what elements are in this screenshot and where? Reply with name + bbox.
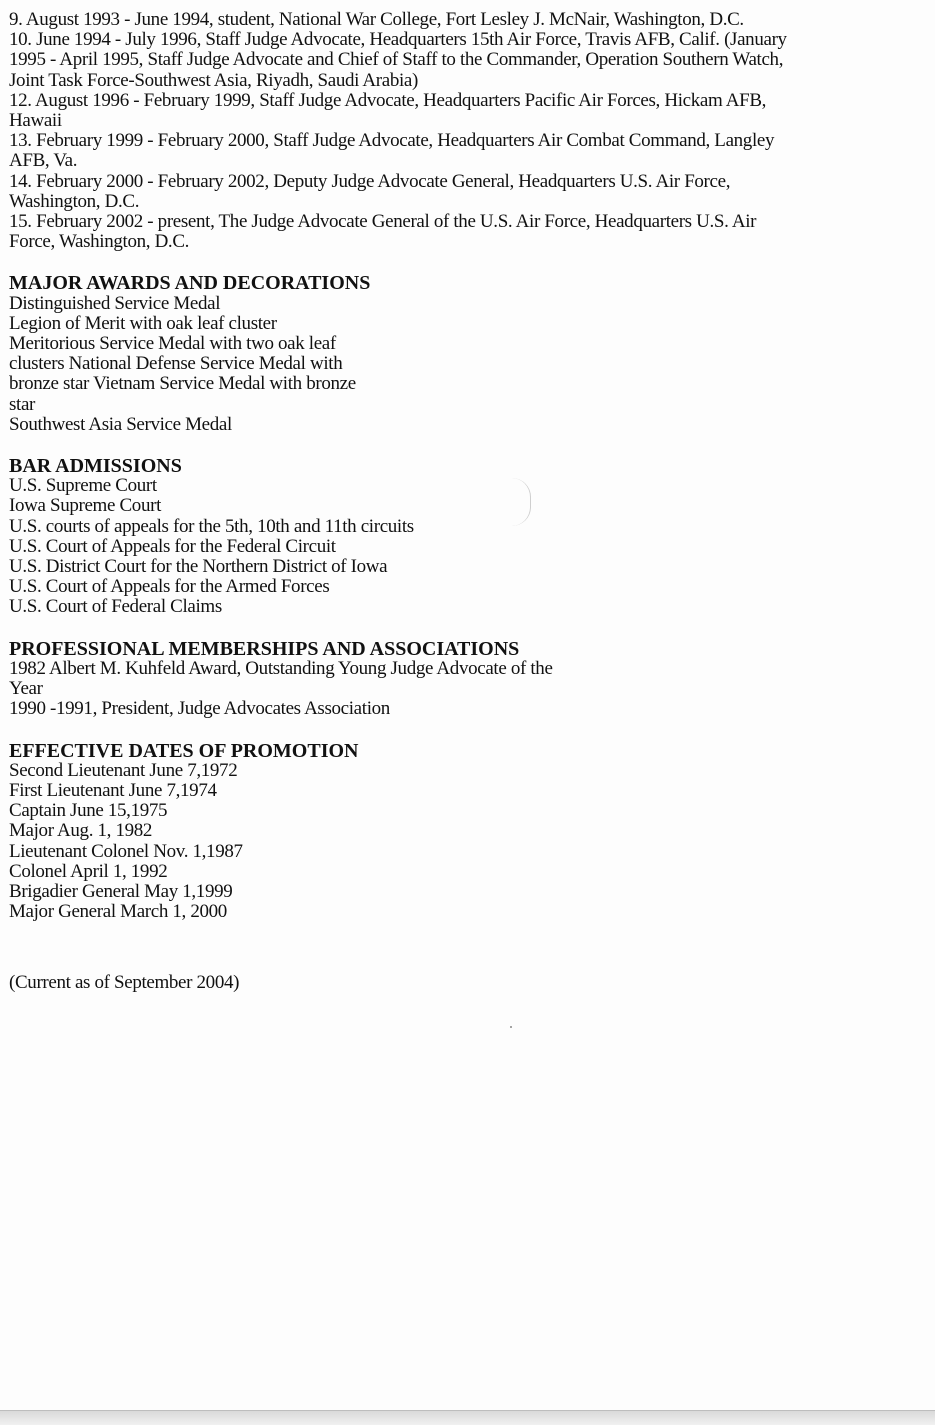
biography-content xyxy=(9,10,927,922)
bar-admission-line: U.S. District Court for the Northern District of Iowa xyxy=(9,556,388,578)
awards-heading: MAJOR AWARDS AND DECORATIONS xyxy=(9,272,371,295)
bar-admission-line: U.S. Court of Appeals for the Armed Forces xyxy=(9,576,330,598)
promotion-line: Major Aug. 1, 1982 xyxy=(9,820,153,842)
assignment-line: Force, Washington, D.C. xyxy=(9,231,190,253)
promotion-line: Captain June 15,1975 xyxy=(9,800,168,822)
promotions-section xyxy=(9,741,927,923)
memberships-section xyxy=(9,639,927,720)
assignment-line: 10. June 1994 - July 1996, Staff Judge Advocate, Headquarters 15th Air Force, Travis AFB, Calif. (January xyxy=(9,29,787,51)
promotion-line: Lieutenant Colonel Nov. 1,1987 xyxy=(9,840,243,862)
bar-admissions-heading: BAR ADMISSIONS xyxy=(9,455,182,478)
bar-admission-line: U.S. Supreme Court xyxy=(9,475,157,497)
assignment-line: 1995 - April 1995, Staff Judge Advocate and Chief of Staff to the Commander, Operation Southern Watch, xyxy=(9,49,784,71)
assignment-line: 13. February 1999 - February 2000, Staff Judge Advocate, Headquarters Air Combat Command, Langley xyxy=(9,130,775,152)
award-line: bronze star Vietnam Service Medal with bronze xyxy=(9,373,356,395)
bar-admission-line: Iowa Supreme Court xyxy=(9,495,161,517)
membership-line: 1982 Albert M. Kuhfeld Award, Outstanding Young Judge Advocate of the xyxy=(9,657,553,679)
bar-admission-line: U.S. Court of Appeals for the Federal Circuit xyxy=(9,535,336,557)
promotions-heading: EFFECTIVE DATES OF PROMOTION xyxy=(9,739,359,762)
bar-admission-line: U.S. Court of Federal Claims xyxy=(9,596,222,618)
scan-speck xyxy=(510,1026,512,1028)
membership-line: 1990 -1991, President, Judge Advocates Association xyxy=(9,698,390,720)
assignment-line: 9. August 1993 - June 1994, student, National War College, Fort Lesley J. McNair, Washington, D.C. xyxy=(9,9,744,30)
bar-admissions-section xyxy=(9,456,927,618)
membership-line: Year xyxy=(9,678,43,700)
award-line: star xyxy=(9,393,36,415)
promotion-line: Brigadier General May 1,1999 xyxy=(9,880,233,902)
promotion-line: Second Lieutenant June 7,1972 xyxy=(9,759,238,781)
promotion-line: Colonel April 1, 1992 xyxy=(9,860,168,882)
assignment-line: Washington, D.C. xyxy=(9,190,140,212)
assignment-line: Hawaii xyxy=(9,110,62,132)
bar-admission-line: U.S. courts of appeals for the 5th, 10th and 11th circuits xyxy=(9,515,414,537)
assignment-line: AFB, Va. xyxy=(9,150,78,172)
page-bottom-edge xyxy=(0,1410,935,1425)
award-line: Southwest Asia Service Medal xyxy=(9,413,232,435)
assignments-list xyxy=(9,10,927,252)
memberships-heading: PROFESSIONAL MEMBERSHIPS AND ASSOCIATIONS xyxy=(9,637,520,660)
award-line: Legion of Merit with oak leaf cluster xyxy=(9,312,277,334)
award-line: Distinguished Service Medal xyxy=(9,292,221,314)
assignment-line: 14. February 2000 - February 2002, Deputy Judge Advocate General, Headquarters U.S. Air Force, xyxy=(9,170,731,192)
assignment-line: 12. August 1996 - February 1999, Staff Judge Advocate, Headquarters Pacific Air Forces, Hickam AFB, xyxy=(9,89,767,111)
awards-section xyxy=(9,273,927,435)
promotion-line: Major General March 1, 2000 xyxy=(9,901,227,923)
assignment-line: Joint Task Force-Southwest Asia, Riyadh, Saudi Arabia) xyxy=(9,69,418,91)
award-line: clusters National Defense Service Medal with xyxy=(9,353,343,375)
promotion-line: First Lieutenant June 7,1974 xyxy=(9,779,217,801)
current-as-of-note: (Current as of September 2004) xyxy=(9,972,240,993)
award-line: Meritorious Service Medal with two oak leaf xyxy=(9,333,336,355)
assignment-line: 15. February 2002 - present, The Judge Advocate General of the U.S. Air Force, Headquarters U.S. Air xyxy=(9,211,757,233)
